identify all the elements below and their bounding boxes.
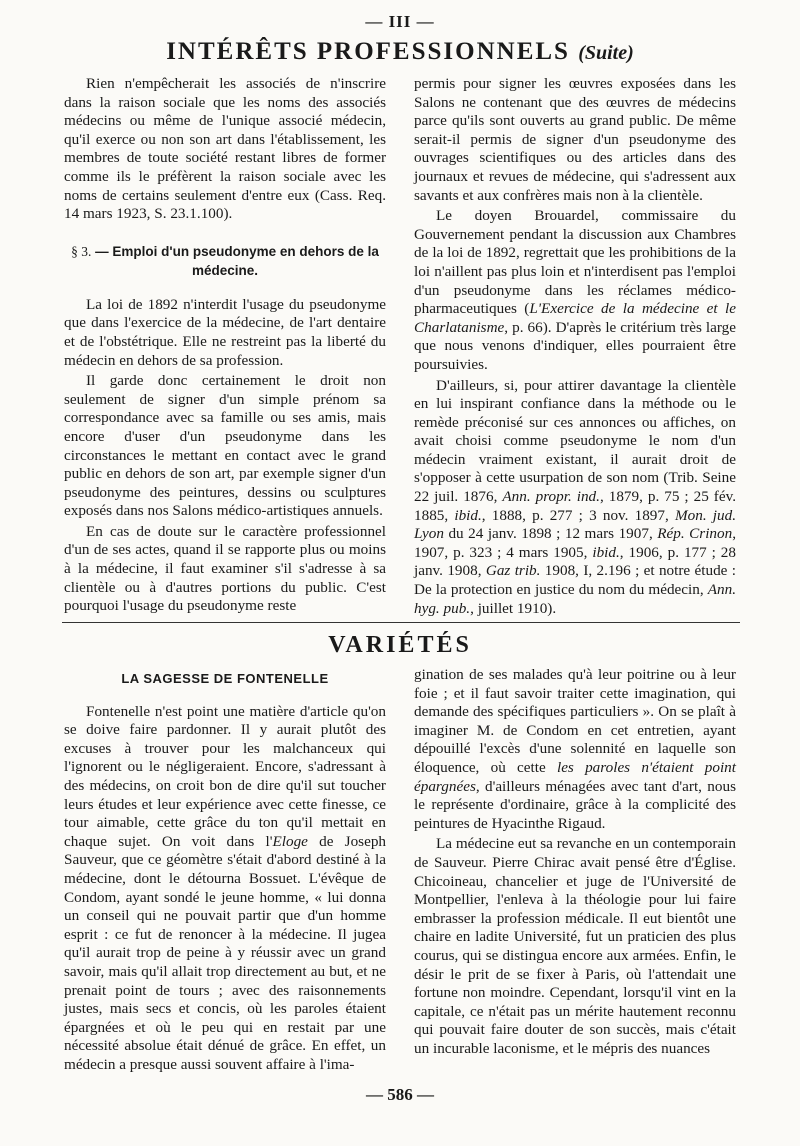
quoted-phrase: les paroles n'étaient point épargnées	[414, 758, 736, 795]
paragraph: Le doyen Brouardel, commissaire du Gouvernement pendant la discussion aux Chambres de la loi de 1892, regrettait que les prohibitions de la loi n'aillent pas plus loin et n'interdisent pas l'emploi d'un pseudonyme dans les réclames médico-pharmaceutiques (L'Exercice de la médecine et le Charlatanisme, p. 66). D'après le critérium très large que nous venons d'indiquer, elles pourraient être poursuivies.	[414, 207, 737, 373]
paragraph: Il garde donc certainement le droit non seulement de signer d'un simple prénom sa correspondance avec sa famille ou ses amis, mais encore d'user d'un pseudonyme dans les circonstances le mettant en contact avec le grand public en dehors de son art, par exemple signer d'un pseudonyme des peintures, dessins ou sculptures exposés dans nos Salons médico-artistiques annuels.	[64, 372, 386, 520]
citation-title: L'Exercice de la médecine et le Charlatanisme	[414, 300, 737, 336]
interets-right-column	[414, 75, 736, 618]
section-title	[0, 38, 800, 66]
paragraph: permis pour signer les œuvres exposées dans les Salons ne contenant que des œuvres de médecins parce qu'ils sont ouverts au grand public. De même serait-il permis de signer d'un pseudonyme des ouvrages scientifiques ou des articles dans des journaux et revues de médecine, qui s'adressent aux savants et aux confrères mais non à la clientèle.	[414, 75, 736, 204]
subsection-number: § 3.	[71, 243, 92, 259]
subsection-heading	[64, 242, 386, 280]
citation-title: ibid.	[454, 506, 482, 524]
section-title-suite: (Suite)	[578, 42, 634, 64]
citation-title: Ann. propr. ind.	[502, 488, 600, 506]
citation-title: Rép. Crinon	[657, 525, 733, 543]
section-title-text: INTÉRÊTS PROFESSIONNELS	[166, 38, 570, 65]
interets-left-column	[64, 75, 386, 616]
varietes-title: VARIÉTÉS	[328, 632, 472, 658]
paragraph: La médecine eut sa revanche en un contemporain de Sauveur. Pierre Chirac avait pensé être d'Église. Chicoineau, chancelier et juge de l'Université de Montpellier, l'enleva à la théologie pour lui faire embrasser la profession médicale. Il eut bientôt une chaire en ladite Université, fut un praticien des plus courus, qui se distingua encore aux armées. Enfin, le désir le prit de se fixer à Paris, où l'attendait une fortune non moindre. Cependant, lorsqu'il vint en la capitale, ce n'était pas un mérite hautement reconnu qui pouvait faire douter de son succès, mais c'était un incurable laconisme, et le mépris des nuances	[414, 835, 736, 1057]
subsection-title: — Emploi d'un pseudonyme en dehors de la médecine.	[95, 243, 379, 278]
varietes-left-column	[64, 666, 386, 1074]
book-title: Eloge	[272, 832, 308, 850]
roman-folio: — III —	[365, 12, 435, 31]
paragraph: Fontenelle n'est point une matière d'article qu'on se doive faire pardonner. Il y aurait plutôt des excuses à trouver pour les malchanceux qui l'ignorent ou le négligeraient. Encore, s'adressant à des médecins, on croit bon de dire qu'il sut toucher leurs études et leur expérience avec cette finesse, ce tour aimable, cette grâce du ton qu'il mettait en chaque sujet. On voit dans l'Eloge de Joseph Sauveur, que ce géomètre s'était d'abord destiné à la médecine, dont le détourna Bossuet. L'évêque de Condom, ayant sondé le jeune homme, « lui donna un conseil qui ne pouvait partir que d'un homme esprit : ce fut de renoncer à la médecine. Il jugea qu'il aurait trop de peine à y réussir avec un grand savoir, mais qu'il allait trop directement au but, et ne prenait point de tours ; avec des raisonnements justes, mais secs et concis, où les paroles étaient épargnées et où le peu qui en restait par une nécessité absolue était dénué de grâce. En effet, un médecin a presque aussi souvent affaire à l'ima-	[64, 702, 387, 1073]
article-title: LA SAGESSE DE FONTENELLE	[121, 671, 329, 686]
varietes-right-column	[414, 666, 736, 1058]
citation-title: Ann. hyg. pub.	[414, 581, 736, 617]
citation-title: ibid.	[592, 543, 620, 561]
paragraph: En cas de doute sur le caractère professionnel d'un de ses actes, quand il se rapporte plus ou moins à la médecine, il faut examiner s'il s'adresse à sa clientèle ou à d'autres portions du public. C'est pourquoi l'usage du pseudonyme reste	[64, 522, 386, 615]
paragraph: La loi de 1892 n'interdit l'usage du pseudonyme que dans l'exercice de la médecine, de l'art dentaire et de l'obstétrique. Elle ne restreint pas la liberté du médecin en dehors de sa profession.	[64, 295, 386, 369]
page-number: — 586 —	[366, 1085, 434, 1104]
paragraph: gination de ses malades qu'à leur poitrine ou à leur foie ; et il faut savoir traiter cette imagination, qui demande des spécifiques particuliers ». On se plaît à imaginer M. de Condom en cet entretien, ayant dépouillé l'excès d'une solennité en laquelle son éloquence, où cette les paroles n'étaient point épargnées, d'ailleurs ménagées avec tant d'art, nous le représente d'ordinaire, grâce à la complicité des peintures de Hyacinthe Rigaud.	[414, 666, 736, 832]
paragraph: Rien n'empêcherait les associés de n'inscrire dans la raison sociale que les noms des associés médecins ou même de l'unique associé médecin, qu'il exerce ou non son art dans l'établissement, les membres de toute société restant libres de former comme ils le préfèrent la raison sociale avec les noms de certains seulement d'entre eux (Cass. Req. 14 mars 1923, S. 23.1.100).	[64, 75, 386, 223]
paragraph: D'ailleurs, si, pour attirer davantage la clientèle en lui inspirant confiance dans la méthode ou le remède préconisé sur ces annonces ou affiches, on avait choisi comme pseudonyme le nom d'un médecin vraiment existant, il aurait droit de s'opposer à cette usurpation de son nom (Trib. Seine 22 juil. 1876, Ann. propr. ind., 1879, p. 75 ; 25 fév. 1885, ibid., 1888, p. 277 ; 3 nov. 1897, Mon. jud. Lyon du 24 janv. 1898 ; 12 mars 1907, Rép. Crinon, 1907, p. 323 ; 4 mars 1905, ibid., 1906, p. 177 ; 28 janv. 1908, Gaz trib. 1908, I, 2.196 ; et notre étude : De la protection en justice du nom du médecin, Ann. hyg. pub., juillet 1910).	[414, 376, 737, 617]
citation-title: Mon. jud. Lyon	[414, 506, 737, 543]
section-divider	[62, 622, 740, 623]
citation-title: Gaz trib.	[485, 562, 541, 580]
